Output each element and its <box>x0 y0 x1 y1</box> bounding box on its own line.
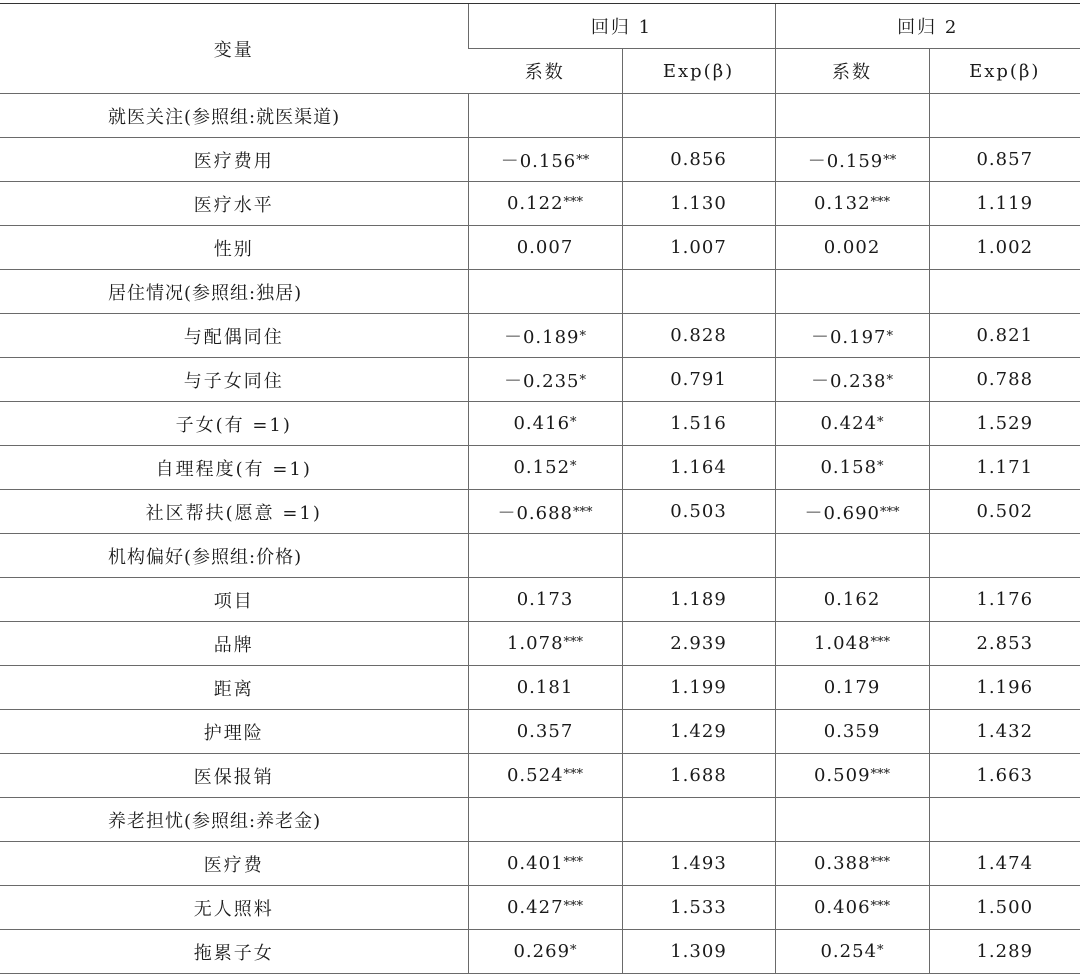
exp-beta-cell-1: 2.939 <box>622 622 775 666</box>
coef-cell-1 <box>468 622 622 666</box>
significance-stars: *** <box>870 855 891 870</box>
coefficient-value: 0.007 <box>516 237 574 258</box>
exp-beta-cell-2: 1.171 <box>929 446 1080 490</box>
exp-beta-cell-1: 0.503 <box>622 490 775 534</box>
group-label: 居住情况(参照组:独居) <box>0 270 468 314</box>
coef-cell-2 <box>775 182 929 226</box>
coefficient-value: 0.162 <box>823 589 881 610</box>
exp-beta-cell-1: 1.199 <box>622 666 775 710</box>
coefficient-value: 0.357 <box>516 721 574 742</box>
exp-beta-cell-2: 1.196 <box>929 666 1080 710</box>
regression-2-header: 回归 2 <box>775 4 1080 49</box>
empty-cell <box>468 798 622 842</box>
table-row <box>0 930 1080 974</box>
empty-cell <box>929 534 1080 578</box>
coefficient-value: 0.152 <box>513 457 571 478</box>
coefficient-value: 0.269 <box>513 941 571 962</box>
coefficient-value: 0.427 <box>506 897 564 918</box>
table-row <box>0 578 1080 622</box>
significance-stars: *** <box>563 899 584 914</box>
exp-beta-cell-2: 2.853 <box>929 622 1080 666</box>
coef-cell-2 <box>775 886 929 930</box>
significance-stars: * <box>570 943 577 958</box>
exp-beta-cell-1: 0.791 <box>622 358 775 402</box>
variable-label: 子女(有 =1) <box>0 402 468 446</box>
coefficient-value: 0.181 <box>516 677 574 698</box>
exp-beta-cell-1: 1.309 <box>622 930 775 974</box>
significance-stars: * <box>579 328 587 344</box>
coefficient-value: －0.688 <box>497 502 574 524</box>
empty-cell <box>468 534 622 578</box>
empty-cell <box>775 534 929 578</box>
coefficient-value: 0.509 <box>813 765 871 786</box>
exp-beta-cell-2: 1.529 <box>929 402 1080 446</box>
significance-stars: *** <box>563 855 584 870</box>
coefficient-value: －0.189 <box>503 326 580 348</box>
significance-stars: *** <box>880 504 900 520</box>
coef-cell-2 <box>775 578 929 622</box>
variable-label: 项目 <box>0 578 468 622</box>
variable-label: 性别 <box>0 226 468 270</box>
table-row <box>0 490 1080 534</box>
significance-stars: * <box>579 372 587 388</box>
exp-beta-cell-2: 0.502 <box>929 490 1080 534</box>
exp-beta-cell-1: 1.429 <box>622 710 775 754</box>
coefficient-value: 0.401 <box>506 853 564 874</box>
exp-beta-header-2: Exp(β) <box>929 49 1080 94</box>
coef-cell-2 <box>775 622 929 666</box>
variable-label: 医保报销 <box>0 754 468 798</box>
coef-cell-1 <box>468 842 622 886</box>
exp-beta-cell-1: 0.856 <box>622 138 775 182</box>
table-row <box>0 226 1080 270</box>
empty-cell <box>622 534 775 578</box>
significance-stars: *** <box>870 767 891 782</box>
significance-stars: * <box>570 459 577 474</box>
exp-beta-cell-1: 1.493 <box>622 842 775 886</box>
empty-cell <box>622 798 775 842</box>
coefficient-value: －0.159 <box>807 150 884 172</box>
coefficient-value: 0.173 <box>516 589 574 610</box>
significance-stars: *** <box>563 635 584 650</box>
table-row <box>0 402 1080 446</box>
coefficient-value: －0.235 <box>503 370 580 392</box>
variable-header: 变量 <box>0 4 468 94</box>
variable-label: 与子女同住 <box>0 358 468 402</box>
coefficient-value: 0.406 <box>813 897 871 918</box>
significance-stars: *** <box>563 195 584 210</box>
regression-table <box>0 3 1080 974</box>
coefficient-value: 0.158 <box>820 457 878 478</box>
table-row <box>0 446 1080 490</box>
coefficient-value: 0.122 <box>506 193 564 214</box>
empty-cell <box>775 798 929 842</box>
coef-cell-1 <box>468 754 622 798</box>
coefficient-value: －0.156 <box>500 150 577 172</box>
coef-cell-1 <box>468 666 622 710</box>
exp-beta-cell-2: 1.176 <box>929 578 1080 622</box>
coefficient-value: 0.254 <box>820 941 878 962</box>
table-row <box>0 138 1080 182</box>
group-label: 养老担忧(参照组:养老金) <box>0 798 468 842</box>
coef-cell-1 <box>468 314 622 358</box>
empty-cell <box>622 270 775 314</box>
significance-stars: ** <box>883 152 897 168</box>
coef-cell-1 <box>468 446 622 490</box>
variable-label: 社区帮扶(愿意 =1) <box>0 490 468 534</box>
coef-cell-2 <box>775 754 929 798</box>
exp-beta-cell-1: 1.130 <box>622 182 775 226</box>
coef-cell-2 <box>775 666 929 710</box>
coef-header-1: 系数 <box>468 49 622 94</box>
coef-cell-1 <box>468 490 622 534</box>
coef-cell-2 <box>775 710 929 754</box>
variable-label: 拖累子女 <box>0 930 468 974</box>
regression-1-header: 回归 1 <box>468 4 775 49</box>
coef-cell-2 <box>775 226 929 270</box>
exp-beta-cell-2: 0.788 <box>929 358 1080 402</box>
coef-cell-2 <box>775 446 929 490</box>
variable-label: 自理程度(有 =1) <box>0 446 468 490</box>
exp-beta-cell-2: 1.500 <box>929 886 1080 930</box>
variable-label: 医疗费 <box>0 842 468 886</box>
significance-stars: ** <box>576 152 590 168</box>
group-row <box>0 534 1080 578</box>
coef-cell-1 <box>468 358 622 402</box>
significance-stars: *** <box>573 504 593 520</box>
significance-stars: *** <box>563 767 584 782</box>
group-row <box>0 798 1080 842</box>
exp-beta-cell-2: 1.432 <box>929 710 1080 754</box>
exp-beta-cell-1: 1.516 <box>622 402 775 446</box>
coef-cell-1 <box>468 402 622 446</box>
coefficient-value: 0.424 <box>820 413 878 434</box>
coef-cell-1 <box>468 182 622 226</box>
coefficient-value: 0.002 <box>823 237 881 258</box>
exp-beta-cell-2: 1.119 <box>929 182 1080 226</box>
coef-cell-1 <box>468 930 622 974</box>
coefficient-value: －0.690 <box>804 502 881 524</box>
coefficient-value: 0.179 <box>823 677 881 698</box>
table-row <box>0 886 1080 930</box>
variable-label: 护理险 <box>0 710 468 754</box>
empty-cell <box>929 798 1080 842</box>
empty-cell <box>775 94 929 138</box>
significance-stars: * <box>886 372 894 388</box>
group-label: 就医关注(参照组:就医渠道) <box>0 94 468 138</box>
variable-label: 与配偶同住 <box>0 314 468 358</box>
coef-cell-1 <box>468 578 622 622</box>
coefficient-value: 0.132 <box>813 193 871 214</box>
exp-beta-cell-1: 1.533 <box>622 886 775 930</box>
variable-label: 医疗费用 <box>0 138 468 182</box>
table-row <box>0 666 1080 710</box>
table-row <box>0 622 1080 666</box>
coef-cell-1 <box>468 138 622 182</box>
variable-label: 无人照料 <box>0 886 468 930</box>
significance-stars: * <box>877 459 884 474</box>
significance-stars: *** <box>870 899 891 914</box>
exp-beta-cell-1: 1.164 <box>622 446 775 490</box>
coefficient-value: 0.416 <box>513 413 571 434</box>
coefficient-value: 0.359 <box>823 721 881 742</box>
exp-beta-cell-2: 0.857 <box>929 138 1080 182</box>
significance-stars: *** <box>870 635 891 650</box>
exp-beta-header-1: Exp(β) <box>622 49 775 94</box>
coef-cell-2 <box>775 490 929 534</box>
empty-cell <box>929 94 1080 138</box>
coefficient-value: 1.048 <box>813 633 871 654</box>
coef-cell-2 <box>775 930 929 974</box>
table-row <box>0 182 1080 226</box>
coefficient-value: 0.388 <box>813 853 871 874</box>
coef-cell-2 <box>775 138 929 182</box>
group-row <box>0 94 1080 138</box>
exp-beta-cell-2: 1.663 <box>929 754 1080 798</box>
exp-beta-cell-1: 1.189 <box>622 578 775 622</box>
coef-cell-2 <box>775 358 929 402</box>
coef-cell-2 <box>775 402 929 446</box>
empty-cell <box>622 94 775 138</box>
exp-beta-cell-2: 1.289 <box>929 930 1080 974</box>
variable-label: 医疗水平 <box>0 182 468 226</box>
significance-stars: * <box>877 415 884 430</box>
coef-header-2: 系数 <box>775 49 929 94</box>
variable-label: 品牌 <box>0 622 468 666</box>
empty-cell <box>929 270 1080 314</box>
coef-cell-1 <box>468 886 622 930</box>
group-row <box>0 270 1080 314</box>
coef-cell-1 <box>468 710 622 754</box>
table-row <box>0 754 1080 798</box>
significance-stars: * <box>886 328 894 344</box>
variable-label: 距离 <box>0 666 468 710</box>
empty-cell <box>468 94 622 138</box>
table-body <box>0 94 1080 974</box>
table-row <box>0 358 1080 402</box>
table-row <box>0 314 1080 358</box>
empty-cell <box>775 270 929 314</box>
significance-stars: * <box>570 415 577 430</box>
coefficient-value: －0.197 <box>810 326 887 348</box>
coef-cell-2 <box>775 842 929 886</box>
coef-cell-1 <box>468 226 622 270</box>
group-label: 机构偏好(参照组:价格) <box>0 534 468 578</box>
coef-cell-2 <box>775 314 929 358</box>
exp-beta-cell-2: 1.474 <box>929 842 1080 886</box>
coefficient-value: －0.238 <box>810 370 887 392</box>
table-row <box>0 710 1080 754</box>
significance-stars: * <box>877 943 884 958</box>
empty-cell <box>468 270 622 314</box>
exp-beta-cell-2: 1.002 <box>929 226 1080 270</box>
significance-stars: *** <box>870 195 891 210</box>
exp-beta-cell-1: 1.688 <box>622 754 775 798</box>
exp-beta-cell-1: 0.828 <box>622 314 775 358</box>
coefficient-value: 1.078 <box>506 633 564 654</box>
coefficient-value: 0.524 <box>506 765 564 786</box>
exp-beta-cell-2: 0.821 <box>929 314 1080 358</box>
exp-beta-cell-1: 1.007 <box>622 226 775 270</box>
table-row <box>0 842 1080 886</box>
